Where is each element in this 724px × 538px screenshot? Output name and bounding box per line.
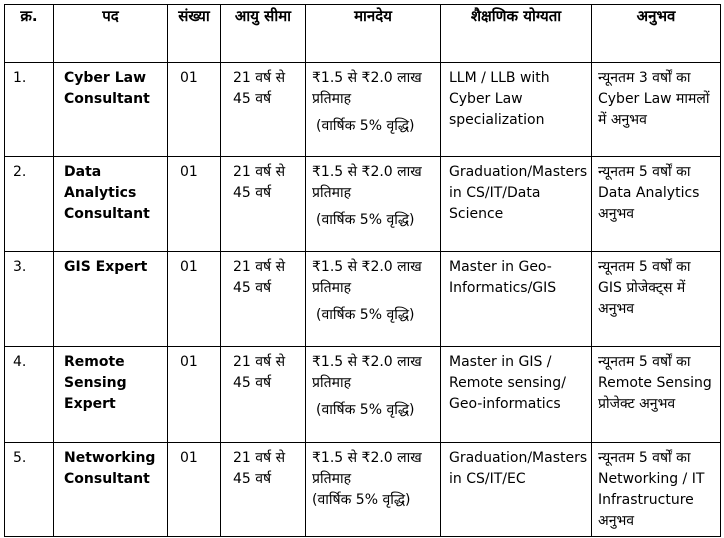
cell-experience: न्यूनतम 5 वर्षों का Data Analytics अनुभव: [592, 157, 721, 252]
cell-age: 21 वर्ष से 45 वर्ष: [221, 252, 306, 347]
cell-honorarium: ₹1.5 से ₹2.0 लाख प्रतिमाह (वार्षिक 5% वृद्धि): [306, 347, 441, 443]
cell-count: 01: [168, 443, 221, 537]
cell-qualification: Graduation/Masters in CS/IT/Data Science: [441, 157, 592, 252]
table-row: [5, 443, 721, 537]
cell-count: 01: [168, 157, 221, 252]
cell-qualification: Master in GIS / Remote sensing/ Geo-informatics: [441, 347, 592, 443]
cell-serial: 5.: [5, 443, 54, 537]
header-experience: अनुभव: [592, 5, 721, 63]
header-age-limit: आयु सीमा: [221, 5, 306, 63]
table-header-row: [5, 5, 721, 63]
cell-qualification: LLM / LLB with Cyber Law specialization: [441, 63, 592, 157]
cell-age: 21 वर्ष से 45 वर्ष: [221, 443, 306, 537]
cell-honorarium: ₹1.5 से ₹2.0 लाख प्रतिमाह (वार्षिक 5% वृद्धि): [306, 63, 441, 157]
cell-post: GIS Expert: [54, 252, 168, 347]
cell-post: Data Analytics Consultant: [54, 157, 168, 252]
cell-serial: 3.: [5, 252, 54, 347]
cell-experience: न्यूनतम 5 वर्षों का GIS प्रोजेक्ट्स में अनुभव: [592, 252, 721, 347]
cell-age: 21 वर्ष से 45 वर्ष: [221, 157, 306, 252]
cell-honorarium: ₹1.5 से ₹2.0 लाख प्रतिमाह (वार्षिक 5% वृद्धि): [306, 157, 441, 252]
cell-post: Cyber Law Consultant: [54, 63, 168, 157]
cell-post: Networking Consultant: [54, 443, 168, 537]
cell-count: 01: [168, 252, 221, 347]
header-count: संख्या: [168, 5, 221, 63]
header-honorarium: मानदेय: [306, 5, 441, 63]
cell-honorarium: ₹1.5 से ₹2.0 लाख प्रतिमाह (वार्षिक 5% वृद्धि): [306, 252, 441, 347]
cell-count: 01: [168, 347, 221, 443]
cell-experience: न्यूनतम 3 वर्षों का Cyber Law मामलों में अनुभव: [592, 63, 721, 157]
cell-serial: 2.: [5, 157, 54, 252]
cell-serial: 1.: [5, 63, 54, 157]
cell-qualification: Graduation/Masters in CS/IT/EC: [441, 443, 592, 537]
table-row: [5, 63, 721, 157]
header-qualification: शैक्षणिक योग्यता: [441, 5, 592, 63]
cell-qualification: Master in Geo-Informatics/GIS: [441, 252, 592, 347]
cell-age: 21 वर्ष से 45 वर्ष: [221, 347, 306, 443]
cell-honorarium: ₹1.5 से ₹2.0 लाख प्रतिमाह (वार्षिक 5% वृद्धि): [306, 443, 441, 537]
cell-serial: 4.: [5, 347, 54, 443]
recruitment-table: [4, 4, 721, 537]
cell-age: 21 वर्ष से 45 वर्ष: [221, 63, 306, 157]
cell-experience: न्यूनतम 5 वर्षों का Remote Sensing प्रोजेक्ट अनुभव: [592, 347, 721, 443]
table-row: [5, 347, 721, 443]
header-post: पद: [54, 5, 168, 63]
cell-experience: न्यूनतम 5 वर्षों का Networking / IT Infrastructure अनुभव: [592, 443, 721, 537]
cell-count: 01: [168, 63, 221, 157]
cell-post: Remote Sensing Expert: [54, 347, 168, 443]
table-row: [5, 252, 721, 347]
table-row: [5, 157, 721, 252]
header-serial: क्र.: [5, 5, 54, 63]
